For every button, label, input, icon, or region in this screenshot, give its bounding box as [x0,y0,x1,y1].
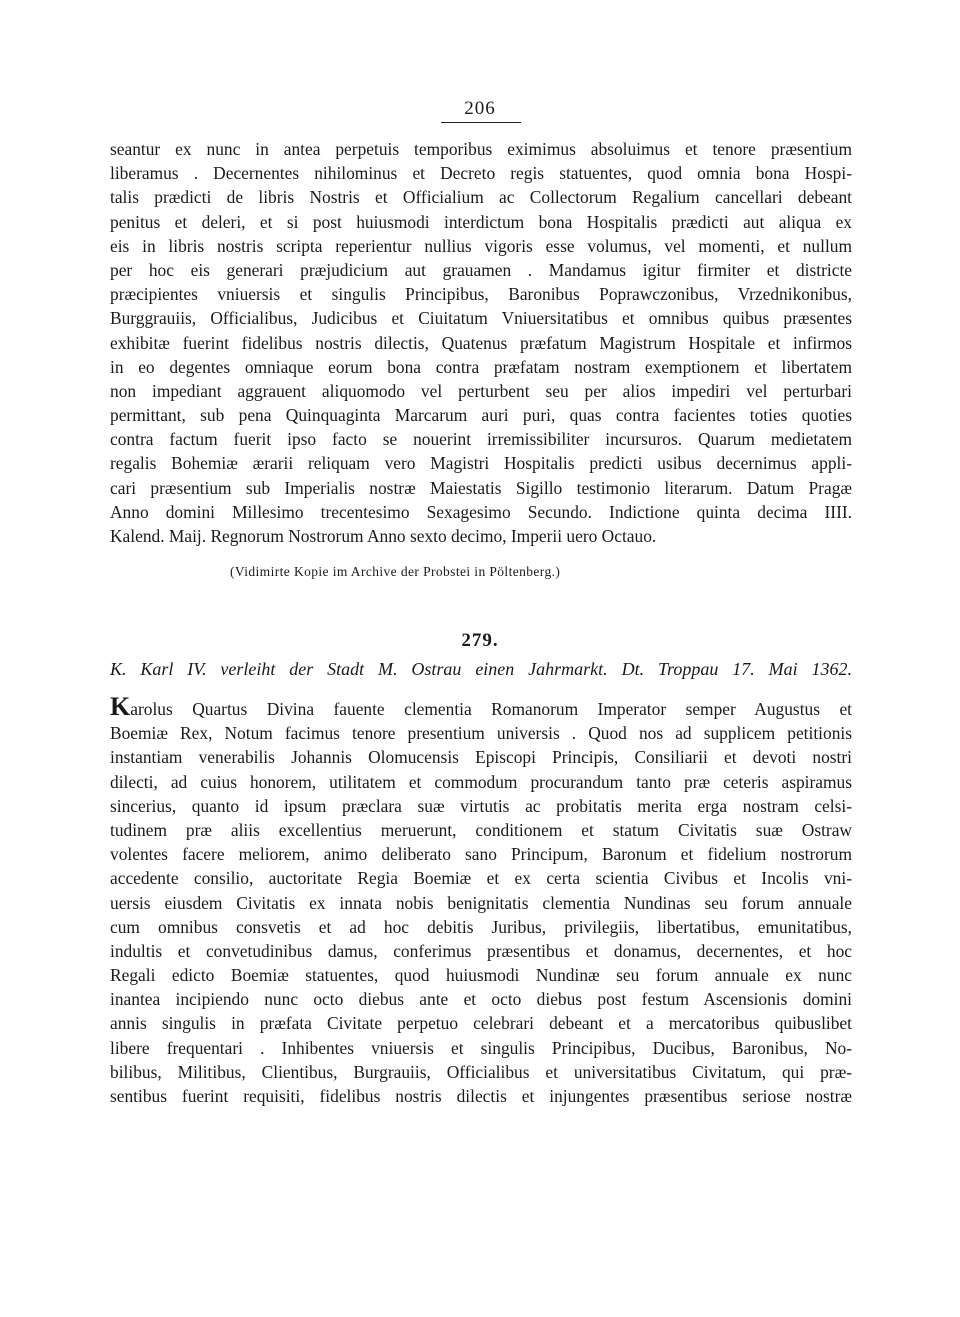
text-line: indultis et convetudinibus damus, conferimus præsentibus et donamus, decernentes, et hoc [110,940,852,961]
text-line: exhibitæ fuerint fidelibus nostris dilectis, Quatenus præfatum Magistrum Hospitale et infirmos [110,332,852,353]
text-line: Anno domini Millesimo trecentesimo Sexagesimo Secundo. Indictione quinta decima IIII. [110,501,852,522]
text-line: sincerius, quanto id ipsum præclara suæ virtutis ac probitatis merita erga nostram celsi- [110,795,852,816]
text-line: liberamus . Decernentes nihilominus et Decreto regis statuentes, quod omnia bona Hospi- [110,163,852,184]
text-line: per hoc eis generari præjudicium aut grauamen . Mandamus igitur firmiter et districte [110,259,852,280]
text-line: instantiam venerabilis Johannis Olomucensis Episcopi Principis, Consiliarii et devoti nostri [110,747,852,768]
page-number: 206 [464,98,496,119]
text-line: Kalend. Maij. Regnorum Nostrorum Anno sexto decimo, Imperii uero Octauo. [110,526,657,546]
text-line: tudinem præ aliis excellentius meruerunt, conditionem et statum Civitatis suæ Ostraw [110,819,852,840]
text-line: dilecti, ad cuius honorem, utilitatem et commodum procurandum tanto præ ceteris aspiramus [110,771,852,792]
text-line: Burggrauiis, Officialibus, Judicibus et Ciuitatum Vniuersitatibus et omnibus quibus præsentes [110,308,852,329]
text-line: cum omnibus consvetis et ad hoc debitis Juribus, privilegiis, libertatibus, emunitatibus, [110,916,852,937]
text-line: eis in libris nostris scripta reperientur nullius vigoris esse volumus, vel momenti, et nullum [110,235,852,256]
text-line: volentes facere meliorem, animo deliberato sano Principum, Baronum et fidelium nostrorum [110,844,852,865]
initial-letter: K [110,697,131,721]
text-line: non impediant aggrauent aliquomodo vel perturbent seu per alios impediri vel perturbari [110,380,852,401]
text-line: præcipientes vniuersis et singulis Principibus, Baronibus Poprawczonibus, Vrzednikonibus, [110,284,852,305]
text-line: penitus et deleri, et si post huiusmodi interdictum bona Hospitalis prædicti aut aliqua ex [110,211,852,232]
text-line: Boemiæ Rex, Notum facimus tenore presentium universis . Quod nos ad supplicem petitionis [110,723,852,744]
text-line: contra factum fuerit ipso facto se nouerint irremissibiliter incursuros. Quarum medietatem [110,429,852,450]
document-heading: K. Karl IV. verleiht der Stadt M. Ostrau einen Jahrmarkt. Dt. Troppau 17. Mai 1362. [110,659,852,679]
text-line: libere frequentari . Inhibentes vniuersis et singulis Principibus, Ducibus, Baronibus, No- [110,1037,852,1058]
source-note: (Vidimirte Kopie im Archive der Probstei in Pöltenberg.) [230,564,561,579]
charter-text [110,697,852,1108]
text-line: sentibus fuerint requisiti, fidelibus nostris dilectis et injungentes præsentibus seriose nostræ [110,1086,852,1106]
page-number-rule [441,122,521,123]
text-line: annis singulis in præfata Civitate perpetuo celebrari debeant et a mercatoribus quibuslibet [110,1013,852,1034]
text-line: talis prædicti de libris Nostris et Officialium ac Collectorum Regalium cancellari debeant [110,187,852,208]
text-line: permittant, sub pena Quinquaginta Marcarum auri puri, quas contra facientes toties quoties [110,405,852,426]
text-line: bilibus, Militibus, Clientibus, Burgrauiis, Officialibus et universitatibus Civitatum, qui præ- [110,1061,852,1082]
text-line: cari præsentium sub Imperialis nostræ Maiestatis Sigillo testimonio literarum. Datum Pragæ [110,477,852,498]
text-line: inantea incipiendo nunc octo diebus ante et octo diebus post festum Ascensionis domini [110,989,852,1010]
first-text-line [110,697,852,721]
document-number: 279. [461,630,499,651]
text-line: regalis Bohemiæ ærarii reliquam vero Magistri Hospitalis predicti usibus decernimus appli- [110,453,852,474]
text-line: accedente consilio, auctoritate Regia Boemiæ et ex certa scientia Civibus et Incolis vni- [110,868,852,889]
text-line: uersis eiusdem Civitatis ex innata nobis benignitatis clementia Nundinas seu forum annuale [110,892,852,913]
text-line: seantur ex nunc in antea perpetuis temporibus eximimus absoluimus et tenore præsentium [110,139,852,159]
text-line: Regali edicto Boemiæ statuentes, quod huiusmodi Nundinæ seu forum annuale ex nunc [110,965,852,986]
first-line-text: arolus Quartus Divina fauente clementia Romanorum Imperator semper Augustus et [130,699,852,719]
continued-charter-text [110,137,852,548]
text-line: in eo degentes omniaque eorum bona contra præfatam nostram exemptionem et libertatem [110,356,852,377]
